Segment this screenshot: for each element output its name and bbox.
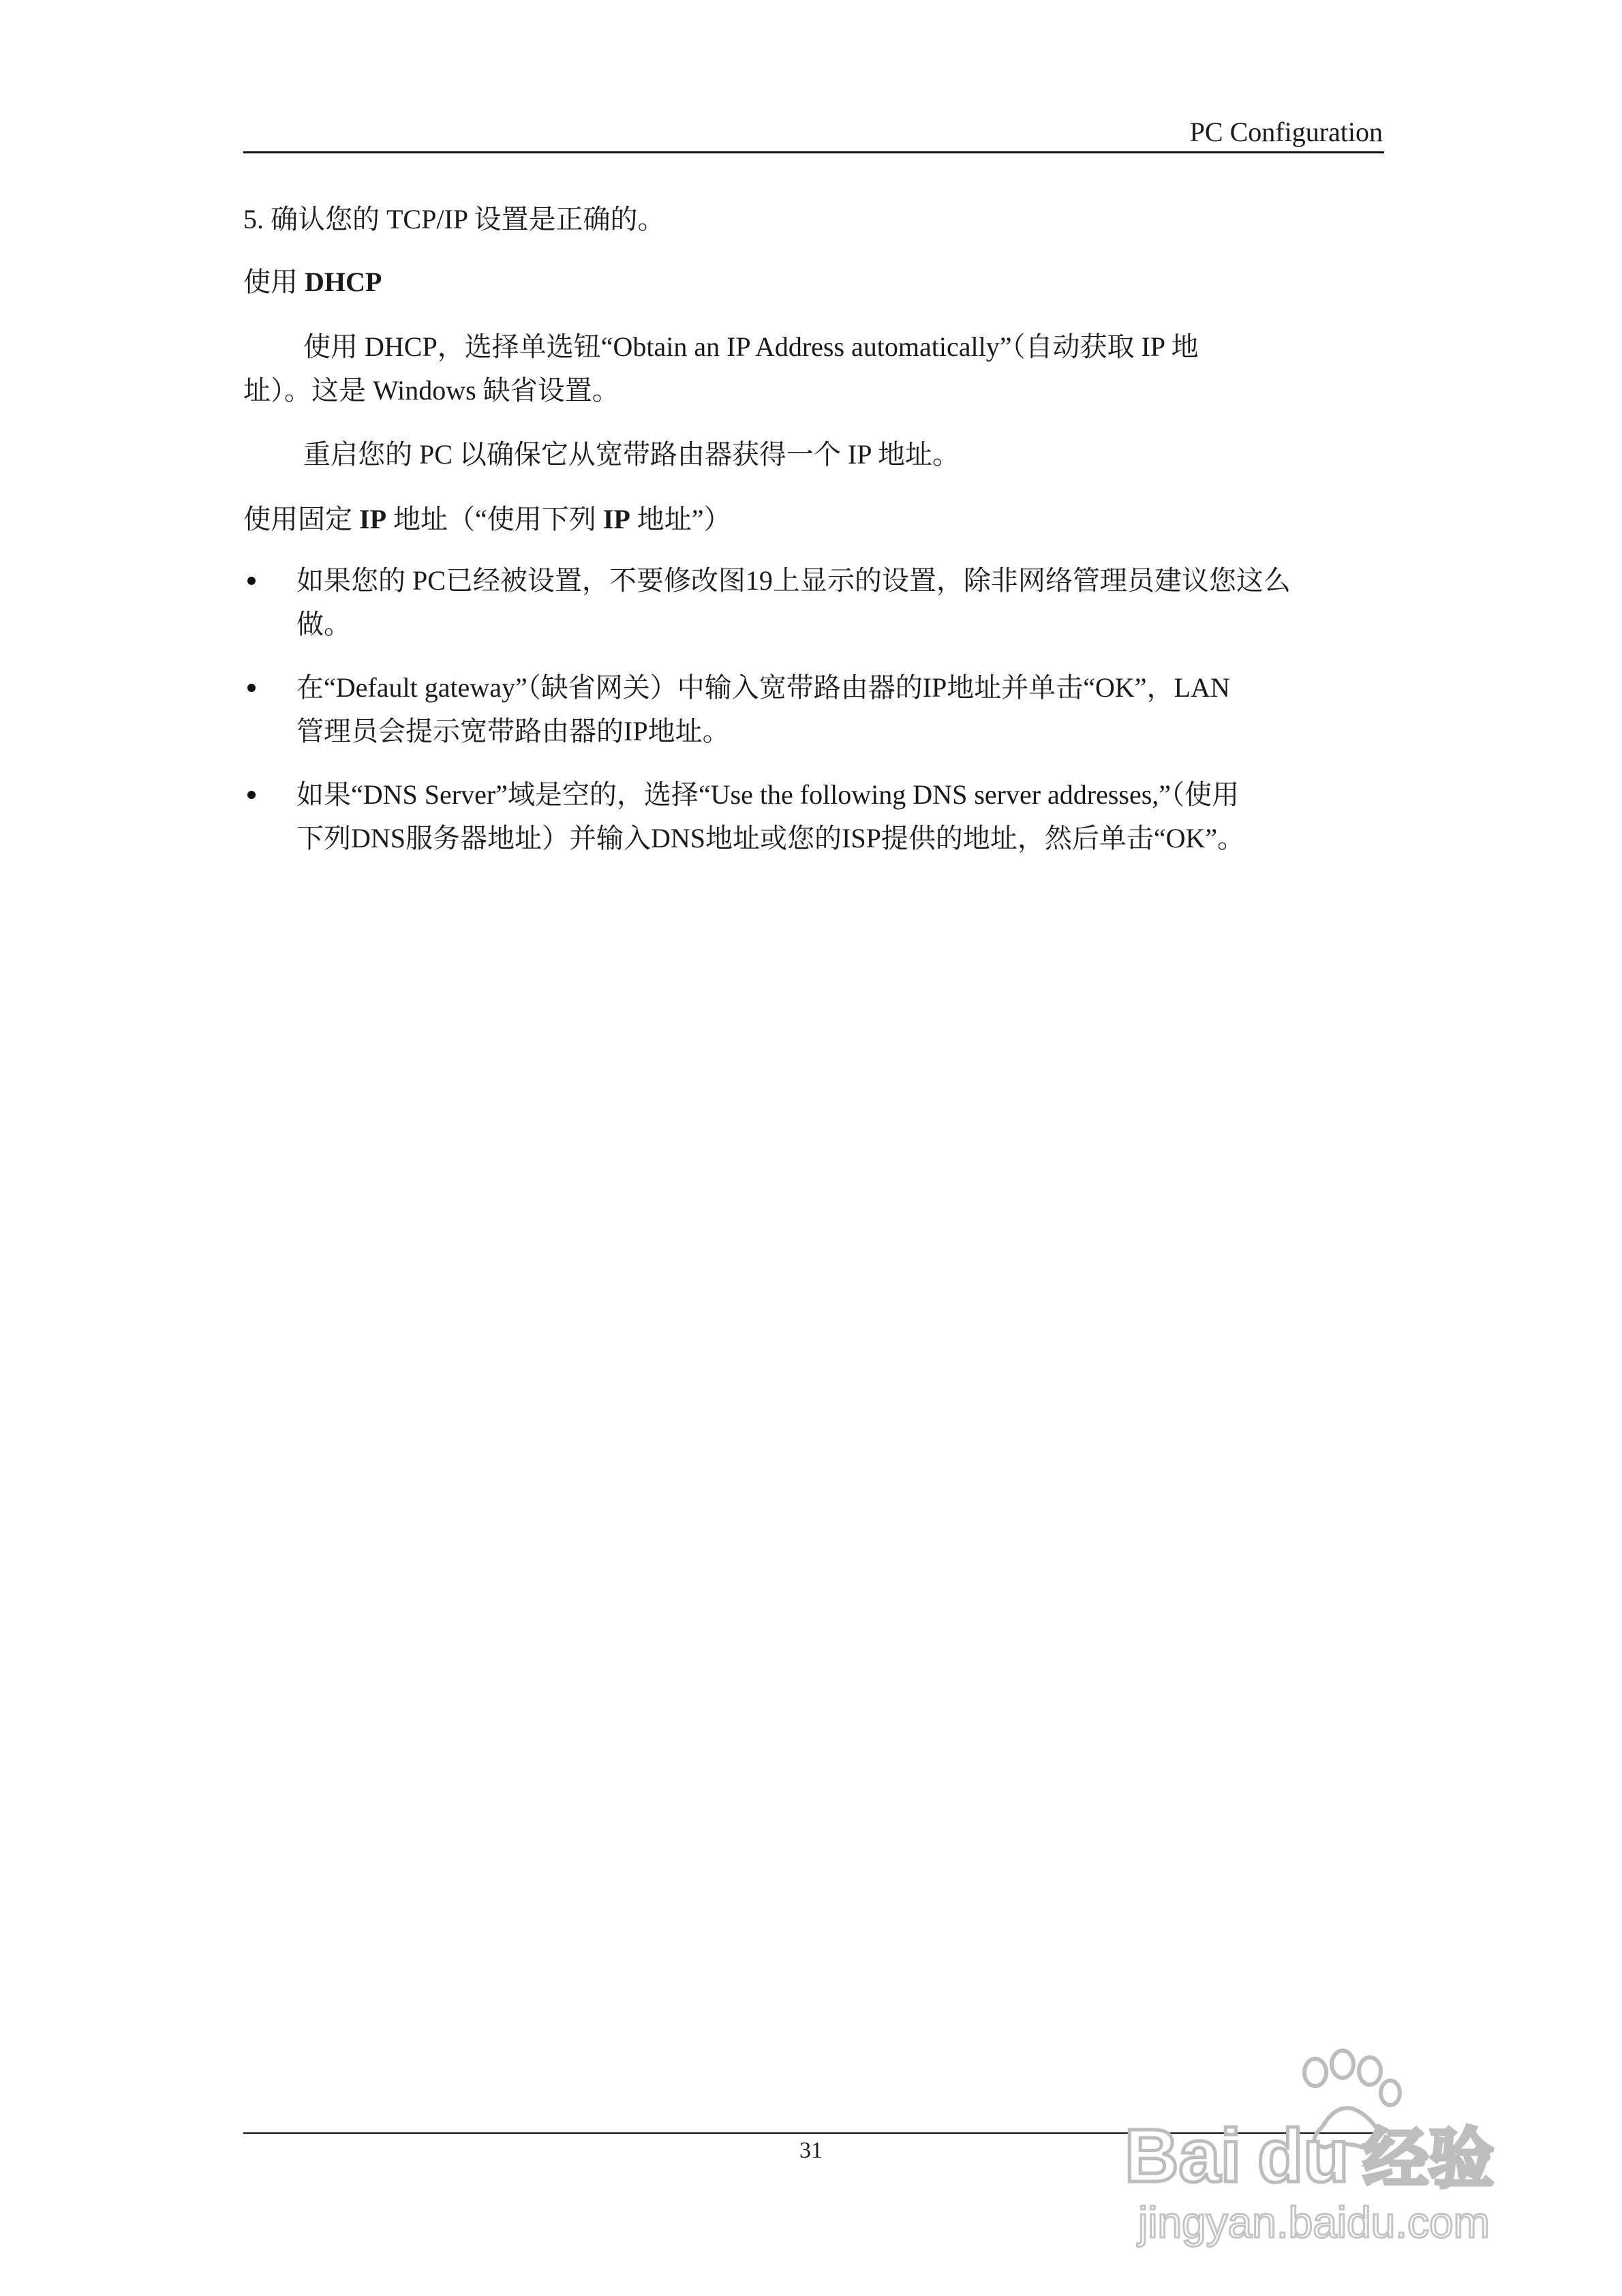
dhcp-paragraph-line1: 使用 DHCP，选择单选钮“Obtain an IP Address automatically”（自动获取 IP 地 — [303, 331, 1199, 362]
bullet-dot-icon — [247, 577, 256, 585]
running-header: PC Configuration — [1189, 117, 1383, 147]
svg-text:经验: 经验 — [1363, 2121, 1494, 2197]
page-number: 31 — [799, 2138, 823, 2163]
bullet-2-line1: 在“Default gateway”（缺省网关）中输入宽带路由器的IP地址并单击“OK”，LAN — [296, 672, 1230, 703]
dhcp-heading-prefix: 使用 — [243, 267, 305, 297]
restart-paragraph: 重启您的 PC 以确保它从宽带路由器获得一个 IP 地址。 — [303, 439, 960, 470]
svg-text:du: du — [1257, 2114, 1349, 2198]
fixed-ip-heading-part5: 地址”） — [630, 504, 731, 534]
dhcp-heading-bold: DHCP — [305, 267, 382, 297]
bullet-dot-icon — [247, 791, 256, 799]
fixed-ip-heading-ip1: IP — [359, 504, 386, 534]
svg-text:Bai: Bai — [1124, 2114, 1242, 2198]
fixed-ip-heading-ip2: IP — [602, 504, 630, 534]
bullet-1-line1: 如果您的 PC已经被设置，不要修改图19上显示的设置，除非网络管理员建议您这么 — [296, 565, 1291, 596]
bullet-dot-icon — [247, 684, 256, 692]
step-5-text: 5. 确认您的 TCP/IP 设置是正确的。 — [243, 204, 665, 235]
fixed-ip-heading-part1: 使用固定 — [243, 504, 359, 534]
bullet-2-line2: 管理员会提示宽带路由器的IP地址。 — [296, 716, 730, 746]
fixed-ip-heading — [243, 498, 731, 541]
dhcp-heading — [243, 260, 382, 304]
svg-text:jingyan.baidu.com: jingyan.baidu.com — [1138, 2198, 1490, 2247]
baidu-jingyan-watermark-logo — [1111, 2045, 1533, 2250]
bullet-3-line1: 如果“DNS Server”域是空的，选择“Use the following DNS server addresses,”（使用 — [296, 779, 1240, 810]
header-rule — [243, 151, 1384, 153]
bullet-3-line2: 下列DNS服务器地址）并输入DNS地址或您的ISP提供的地址，然后单击“OK”。 — [296, 823, 1245, 854]
fixed-ip-heading-part3: 地址（“使用下列 — [386, 504, 603, 534]
dhcp-paragraph-line2: 址）。这是 Windows 缺省设置。 — [243, 375, 619, 406]
bullet-1-line2: 做。 — [296, 609, 351, 639]
